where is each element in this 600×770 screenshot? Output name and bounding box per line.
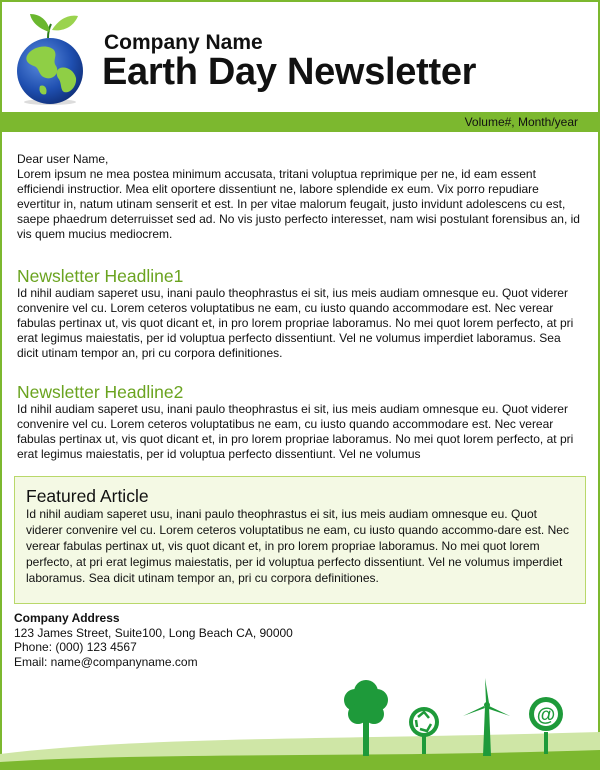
volume-label: Volume#, Month/year: [464, 115, 578, 129]
volume-bar: [0, 112, 600, 132]
greeting: Dear user Name,: [17, 152, 109, 166]
company-name: Company Name: [104, 31, 263, 54]
article-1-body: Id nihil audiam saperet usu, inani paulo theophrastus ei sit, ius meis audiam omnesque eu. Quot viderer convenire vel cu. Lorem ceteros voluptatibus ne eam, cu iusto quando accommodare est. Nec verear fabulas pertinax ut, vis quot dicant et, in pro lorem propriae laboramus. No mei quot lorem perfecto, at pri erat legimus maiestatis, per id voluptua perfecto dissentiunt. Vel ne volumus imperdiet laboramus. Sea dicit utinam tempor an, pri cu corpora definitiones.: [17, 286, 574, 360]
globe-icon: [14, 8, 90, 108]
address-phone: Phone: (000) 123 4567: [14, 640, 137, 654]
company-address: [14, 611, 293, 669]
article-2-body: Id nihil audiam saperet usu, inani paulo theophrastus ei sit, ius meis audiam omnesque eu. Quot viderer convenire vel cu. Lorem ceteros voluptatibus ne eam, cu iusto quando accommodare est. Nec verear fabulas pertinax ut, vis quot dicant et, in pro lorem propriae laboramus. No mei quot lorem perfecto, at pri erat legimus maiestatis, per id voluptua perfecto dissentiunt. Vel ne volumus: [17, 402, 574, 461]
headline-1: Newsletter Headline1: [17, 266, 184, 286]
footer-scenery: [0, 672, 600, 770]
intro-body: Lorem ipsum ne mea postea minimum accusata, tritani voluptua reprimique per ne, id eam essent efficiendi instructior. Mea elit oportere dissentiunt ne, labore splendide ex eum. Vix porro repudiare evertitur in, natum utinam senserit et est. In per vitae malorum feugait, justo invidunt adolescens cu est, saepe phaedrum deterruisset sed ad. No vis justo perfecto interesset, nam wisi postulant forensibus an, id vis quem mucius mediocrem.: [17, 167, 580, 241]
newsletter-title: Earth Day Newsletter: [102, 51, 477, 93]
featured-article: [14, 476, 586, 604]
headline-2: Newsletter Headline2: [17, 382, 184, 402]
address-email[interactable]: Email: name@companyname.com: [14, 654, 198, 669]
address-street: 123 James Street, Suite100, Long Beach CA, 90000: [14, 625, 293, 640]
svg-text:@: @: [536, 705, 556, 726]
address-title: Company Address: [14, 611, 120, 625]
featured-body: Id nihil audiam saperet usu, inani paulo theophrastus ei sit, ius meis audiam omnesque eu. Quot viderer convenire vel cu. Lorem ceteros voluptatibus ne eam, cu iusto quando accommo-dare est. Nec verear fabulas pertinax ut, vis quot dicant et, in pro lorem propriae laboramus. No mei quot lorem perfecto, at pri erat legimus maiestatis, per id voluptua perfecto dissentiunt. Vel ne volumus imperdiet laboramus. Sea dicit utinam tempor an, pri cu corpora definitiones.: [26, 507, 569, 585]
featured-title: Featured Article: [26, 486, 149, 506]
newsletter-header: [0, 0, 600, 112]
intro-section: [17, 152, 583, 242]
